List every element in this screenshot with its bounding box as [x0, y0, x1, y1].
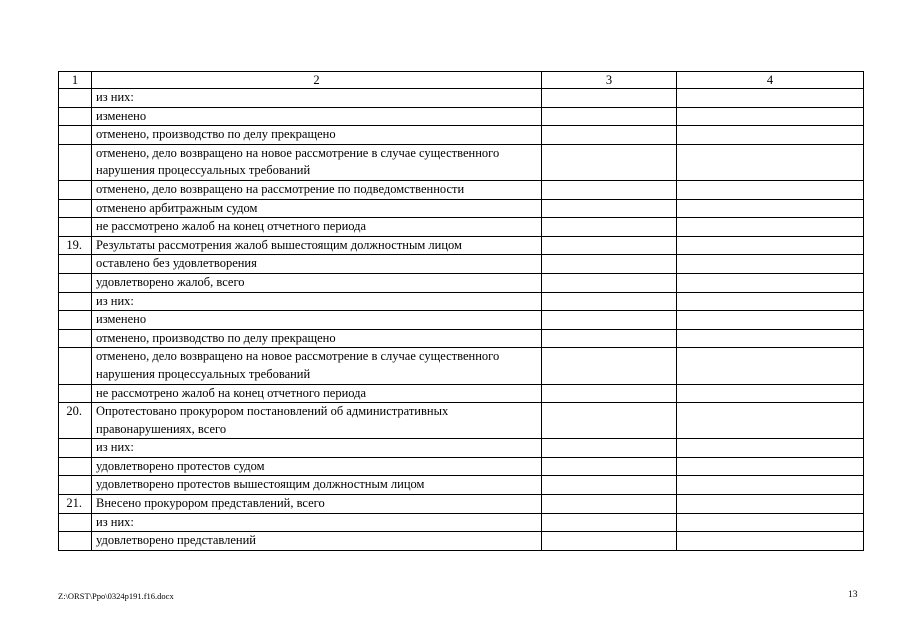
row-number	[59, 384, 92, 403]
row-value-col4	[677, 329, 864, 348]
row-value-col4	[677, 144, 864, 180]
row-value-col3	[542, 348, 677, 384]
row-value-col4	[677, 348, 864, 384]
row-value-col3	[542, 292, 677, 311]
table-row	[59, 107, 864, 126]
row-value-col4	[677, 403, 864, 439]
row-value-col4	[677, 311, 864, 330]
row-value-col4	[677, 476, 864, 495]
row-number	[59, 144, 92, 180]
table-row	[59, 273, 864, 292]
row-number	[59, 218, 92, 237]
table-body	[59, 89, 864, 551]
row-number	[59, 311, 92, 330]
row-label: отменено, дело возвращено на новое рассмотрение в случае существенного нарушения процессуальных требований	[92, 144, 542, 180]
row-value-col4	[677, 273, 864, 292]
row-value-col3	[542, 476, 677, 495]
row-value-col4	[677, 236, 864, 255]
table-row	[59, 236, 864, 255]
row-number	[59, 476, 92, 495]
row-value-col4	[677, 439, 864, 458]
row-label: удовлетворено протестов судом	[92, 457, 542, 476]
row-value-col3	[542, 180, 677, 199]
table-row	[59, 457, 864, 476]
row-value-col3	[542, 144, 677, 180]
row-number	[59, 107, 92, 126]
row-value-col3	[542, 218, 677, 237]
report-table	[58, 71, 864, 551]
row-label: изменено	[92, 311, 542, 330]
row-label: из них:	[92, 439, 542, 458]
table-row	[59, 348, 864, 384]
row-number	[59, 348, 92, 384]
row-value-col4	[677, 107, 864, 126]
row-value-col3	[542, 199, 677, 218]
column-header-3: 3	[542, 72, 677, 89]
row-number	[59, 255, 92, 274]
row-value-col3	[542, 126, 677, 145]
table-row	[59, 311, 864, 330]
row-value-col3	[542, 384, 677, 403]
table-row	[59, 329, 864, 348]
row-number: 21.	[59, 495, 92, 514]
row-label: отменено арбитражным судом	[92, 199, 542, 218]
row-number	[59, 273, 92, 292]
row-value-col4	[677, 218, 864, 237]
table-row	[59, 126, 864, 145]
row-value-col4	[677, 89, 864, 108]
table-row	[59, 180, 864, 199]
row-label: не рассмотрено жалоб на конец отчетного периода	[92, 218, 542, 237]
row-value-col3	[542, 311, 677, 330]
table-row	[59, 532, 864, 551]
row-value-col3	[542, 89, 677, 108]
row-value-col4	[677, 384, 864, 403]
column-header-2: 2	[92, 72, 542, 89]
row-label: из них:	[92, 292, 542, 311]
row-value-col4	[677, 292, 864, 311]
table-row	[59, 384, 864, 403]
row-value-col4	[677, 199, 864, 218]
row-value-col4	[677, 180, 864, 199]
row-label: не рассмотрено жалоб на конец отчетного периода	[92, 384, 542, 403]
row-label: оставлено без удовлетворения	[92, 255, 542, 274]
row-number	[59, 513, 92, 532]
footer-page-number: 13	[848, 590, 858, 600]
row-value-col3	[542, 273, 677, 292]
row-value-col3	[542, 236, 677, 255]
row-label: удовлетворено представлений	[92, 532, 542, 551]
row-number	[59, 180, 92, 199]
row-number	[59, 126, 92, 145]
row-label: отменено, дело возвращено на рассмотрение по подведомственности	[92, 180, 542, 199]
row-label: отменено, дело возвращено на новое рассмотрение в случае существенного нарушения процессуальных требований	[92, 348, 542, 384]
table-row	[59, 89, 864, 108]
row-number	[59, 89, 92, 108]
table-row	[59, 476, 864, 495]
row-label: Результаты рассмотрения жалоб вышестоящим должностным лицом	[92, 236, 542, 255]
table-header-row	[59, 72, 864, 89]
row-number	[59, 457, 92, 476]
row-value-col4	[677, 255, 864, 274]
row-number	[59, 532, 92, 551]
row-number	[59, 329, 92, 348]
row-value-col4	[677, 457, 864, 476]
row-value-col3	[542, 403, 677, 439]
row-label: удовлетворено протестов вышестоящим должностным лицом	[92, 476, 542, 495]
row-label: Опротестовано прокурором постановлений об административных правонарушениях, всего	[92, 403, 542, 439]
row-label: из них:	[92, 513, 542, 532]
table-row	[59, 403, 864, 439]
table-row	[59, 439, 864, 458]
row-value-col4	[677, 126, 864, 145]
row-label: отменено, производство по делу прекращено	[92, 329, 542, 348]
table-row	[59, 255, 864, 274]
row-value-col3	[542, 329, 677, 348]
column-header-1: 1	[59, 72, 92, 89]
table-row	[59, 144, 864, 180]
row-value-col4	[677, 532, 864, 551]
row-value-col3	[542, 255, 677, 274]
row-label: Внесено прокурором представлений, всего	[92, 495, 542, 514]
table-row	[59, 513, 864, 532]
row-value-col3	[542, 495, 677, 514]
column-header-4: 4	[677, 72, 864, 89]
table-row	[59, 495, 864, 514]
row-value-col3	[542, 513, 677, 532]
row-label: изменено	[92, 107, 542, 126]
row-value-col4	[677, 495, 864, 514]
row-number: 20.	[59, 403, 92, 439]
row-label: отменено, производство по делу прекращено	[92, 126, 542, 145]
table-row	[59, 292, 864, 311]
row-value-col3	[542, 439, 677, 458]
row-number	[59, 292, 92, 311]
row-number: 19.	[59, 236, 92, 255]
row-value-col3	[542, 532, 677, 551]
row-number	[59, 199, 92, 218]
table-row	[59, 199, 864, 218]
row-number	[59, 439, 92, 458]
footer-file-path: Z:\ORST\Ppo\0324p191.f16.docx	[58, 591, 174, 601]
row-label: из них:	[92, 89, 542, 108]
row-label: удовлетворено жалоб, всего	[92, 273, 542, 292]
row-value-col4	[677, 513, 864, 532]
table-row	[59, 218, 864, 237]
row-value-col3	[542, 457, 677, 476]
row-value-col3	[542, 107, 677, 126]
